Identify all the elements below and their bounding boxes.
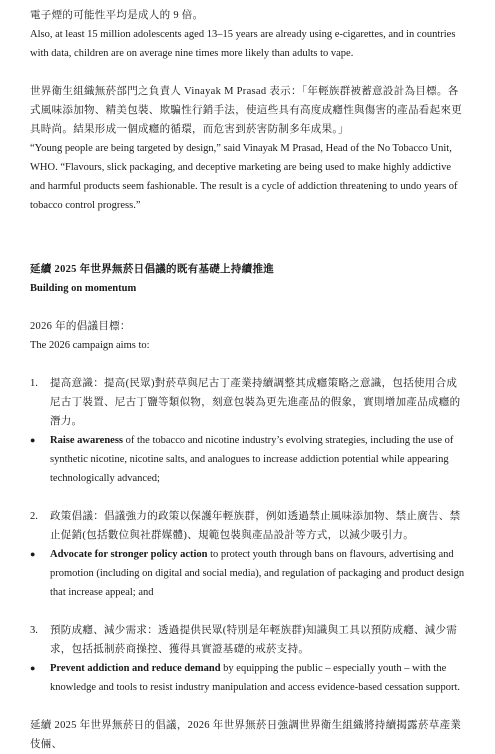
bullet-icon: ●: [30, 549, 36, 559]
item-number: 2.: [30, 511, 38, 522]
item-en-rest: by equipping the public – especially youth – with the knowledge and tools to resist industry manipulation and access evidence-based cessation support.: [50, 663, 460, 693]
section-heading-en: Building on momentum: [30, 283, 137, 294]
campaign-lead-en: The 2026 campaign aims to:: [30, 340, 150, 351]
intro-en-text: Also, at least 15 million adolescents aged 13–15 years are already using e-cigarettes, and in countries with data, children are on average nine times more likely than adults to vape.: [30, 29, 456, 59]
item-zh-text: 提高意識：提高(民眾)對菸草與尼古丁產業持續調整其成癮策略之意識，包括使用合成尼古丁裝置、尼古丁鹽等類似物，刻意包裝為更先進產品的假象，實則增加產品成癮的潛力。: [50, 378, 461, 427]
item-en-bold: Prevent addiction and reduce demand: [50, 663, 221, 674]
item-en-bold: Advocate for stronger policy action: [50, 549, 208, 560]
quote-zh-text: 世界衛生組織無菸部門之負責人 Vinayak M Prasad 表示：「年輕族群被蓄意設計為目標。各式風味添加物、精美包裝、欺騙性行銷手法，使這些具有高度成癮性與傷害的產品看起來更具時尚。結果形成一個成癮的循環，而危害到菸害防制多年成果。」: [30, 86, 462, 135]
intro-zh-text: 電子煙的可能性平均是成人的 9 倍。: [30, 10, 204, 21]
campaign-aims-list: [30, 374, 467, 716]
item-en-rest: to protect youth through bans on flavours, advertising and promotion (including on digital and social media), and regulation of packaging and product design that increase appeal; and: [50, 549, 465, 598]
campaign-aim-item: [30, 507, 467, 621]
bullet-icon: ●: [30, 663, 36, 673]
item-zh-text: 預防成癮、減少需求：透過提供民眾(特別是年輕族群)知識與工具以預防成癮、減少需求，包括抵制菸商操控、獲得具實證基礎的戒菸支持。: [50, 625, 458, 655]
campaign-lead-zh: 2026 年的倡議目標：: [30, 321, 131, 332]
item-en-bold: Raise awareness: [50, 435, 124, 446]
item-zh-text: 政策倡議：倡議強力的政策以保護年輕族群，例如透過禁止風味添加物、禁止廣告、禁止促銷(包括數位與社群媒體)、規範包裝與產品設計等方式，以減少吸引力。: [50, 511, 461, 541]
campaign-aim-item: [30, 621, 467, 716]
item-en-text: [50, 545, 467, 602]
bullet-icon: ●: [30, 435, 36, 445]
closing-zh-text: 延續 2025 年世界無菸日的倡議，2026 年世界無菸日強調世界衛生組織將持續揭露菸草產業伎倆、: [30, 720, 462, 750]
campaign-aim-item: [30, 374, 467, 507]
item-en-text: [50, 431, 467, 488]
item-en-rest: of the tobacco and nicotine industry’s evolving strategies, including the use of synthetic nicotine, nicotine salts, and analogues to increase addiction potential while appearing technologically advanced;: [50, 435, 454, 484]
item-en-text: [50, 659, 467, 697]
quote-en-text: “Young people are being targeted by design,” said Vinayak M Prasad, Head of the No Tobacco Unit, WHO. “Flavours, slick packaging, and deceptive marketing are being used to make highly addictive and harmful products seem fashionable. The result is a cycle of addiction threatening to undo years of tobacco control progress.”: [30, 143, 458, 211]
item-number: 3.: [30, 625, 38, 636]
section-heading-zh: 延續 2025 年世界無菸日倡議的既有基礎上持續推進: [30, 264, 275, 275]
item-number: 1.: [30, 378, 38, 389]
